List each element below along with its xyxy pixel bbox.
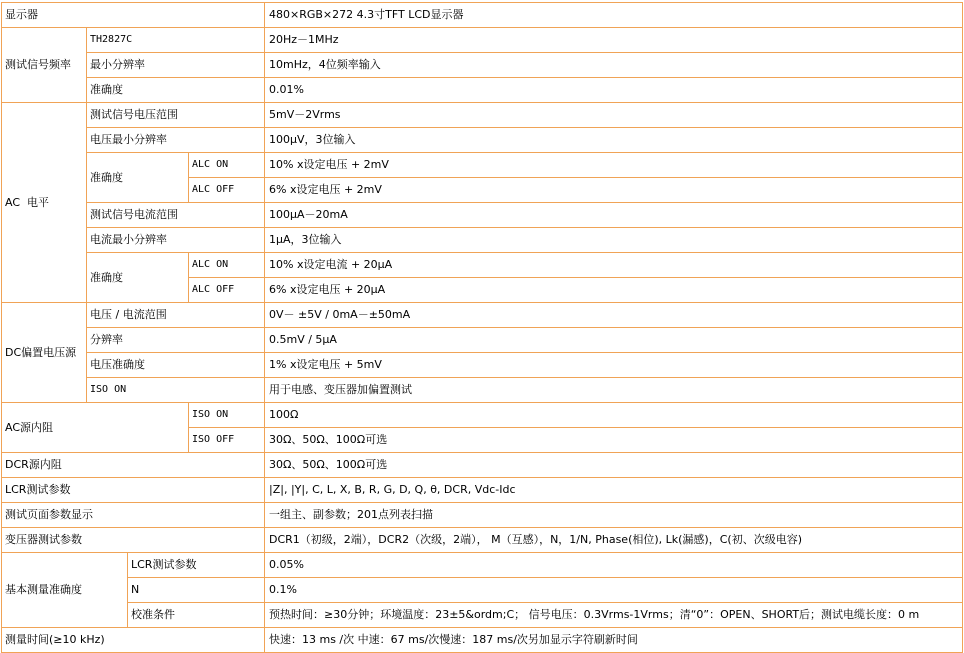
- table-row: [2, 328, 963, 353]
- ac-source-iso-off-label: ISO OFF: [189, 428, 265, 453]
- display-label: 显示器: [2, 3, 265, 28]
- dc-bias-iso-label: ISO ON: [87, 378, 265, 403]
- calibration-conditions-value: 预热时间：≥30分钟；环境温度：23±5&ordm;C； 信号电压：0.3Vrms-1Vrms；清“0”：OPEN、SHORT后；测试电缆长度：0 m: [265, 603, 963, 628]
- table-row: [2, 203, 963, 228]
- table-row: [2, 478, 963, 503]
- table-row: [2, 303, 963, 328]
- table-row: [2, 528, 963, 553]
- table-row: [2, 628, 963, 653]
- table-row: [2, 553, 963, 578]
- ac-vacc-alc-off-value: 6% x设定电压 + 2mV: [265, 178, 963, 203]
- lcr-params-value: |Z|, |Y|, C, L, X, B, R, G, D, Q, θ, DCR, Vdc-Idc: [265, 478, 963, 503]
- ac-vrange-label: 测试信号电压范围: [87, 103, 265, 128]
- ac-vacc-label: 准确度: [87, 153, 189, 203]
- ac-source-iso-on-label: ISO ON: [189, 403, 265, 428]
- test-freq-res-value: 10mHz，4位频率输入: [265, 53, 963, 78]
- spec-table: [1, 2, 963, 653]
- dc-bias-acc-label: 电压准确度: [87, 353, 265, 378]
- ac-source-iso-off-value: 30Ω、50Ω、100Ω可选: [265, 428, 963, 453]
- table-row: [2, 253, 963, 278]
- dc-bias-res-value: 0.5mV / 5μA: [265, 328, 963, 353]
- calibration-conditions-label: 校准条件: [128, 603, 265, 628]
- ac-iacc-alc-off-value: 6% x设定电压 + 20μA: [265, 278, 963, 303]
- table-row: [2, 378, 963, 403]
- table-row: [2, 3, 963, 28]
- dc-bias-res-label: 分辨率: [87, 328, 265, 353]
- ac-irange-value: 100μA－20mA: [265, 203, 963, 228]
- ac-vrange-value: 5mV－2Vrms: [265, 103, 963, 128]
- test-freq-model: TH2827C: [87, 28, 265, 53]
- ac-vacc-alc-on-value: 10% x设定电压 + 2mV: [265, 153, 963, 178]
- table-row: [2, 603, 963, 628]
- test-freq-acc-label: 准确度: [87, 78, 265, 103]
- table-row: [2, 78, 963, 103]
- table-row: [2, 453, 963, 478]
- test-freq-label: 测试信号频率: [2, 28, 87, 103]
- measurement-time-label: 测量时间(≥10 kHz): [2, 628, 265, 653]
- basic-accuracy-lcr-value: 0.05%: [265, 553, 963, 578]
- ac-source-impedance-label: AC源内阻: [2, 403, 189, 453]
- dc-bias-range-value: 0V－ ±5V / 0mA－±50mA: [265, 303, 963, 328]
- ac-iacc-alc-on-label: ALC ON: [189, 253, 265, 278]
- basic-accuracy-n-label: N: [128, 578, 265, 603]
- dcr-source-impedance-value: 30Ω、50Ω、100Ω可选: [265, 453, 963, 478]
- ac-vacc-alc-off-label: ALC OFF: [189, 178, 265, 203]
- table-row: [2, 403, 963, 428]
- page-params-label: 测试页面参数显示: [2, 503, 265, 528]
- transformer-params-value: DCR1（初级，2端），DCR2（次级，2端）， M（互感），N，1/N, Phase(相位), Lk(漏感)，C(初、次级电容): [265, 528, 963, 553]
- test-freq-res-label: 最小分辨率: [87, 53, 265, 78]
- ac-iacc-label: 准确度: [87, 253, 189, 303]
- basic-accuracy-lcr-label: LCR测试参数: [128, 553, 265, 578]
- ac-iacc-alc-off-label: ALC OFF: [189, 278, 265, 303]
- dc-bias-range-label: 电压 / 电流范围: [87, 303, 265, 328]
- dcr-source-impedance-label: DCR源内阻: [2, 453, 265, 478]
- ac-ires-label: 电流最小分辨率: [87, 228, 265, 253]
- dc-bias-acc-value: 1% x设定电压 + 5mV: [265, 353, 963, 378]
- test-freq-range: 20Hz－1MHz: [265, 28, 963, 53]
- ac-vres-label: 电压最小分辨率: [87, 128, 265, 153]
- table-row: [2, 28, 963, 53]
- ac-ires-value: 1μA，3位输入: [265, 228, 963, 253]
- test-freq-acc-value: 0.01%: [265, 78, 963, 103]
- ac-vres-value: 100μV，3位输入: [265, 128, 963, 153]
- basic-accuracy-label: 基本测量准确度: [2, 553, 128, 628]
- lcr-params-label: LCR测试参数: [2, 478, 265, 503]
- dc-bias-label: DC偏置电压源: [2, 303, 87, 403]
- table-row: [2, 578, 963, 603]
- table-row: [2, 228, 963, 253]
- table-row: [2, 153, 963, 178]
- measurement-time-value: 快速：13 ms /次 中速：67 ms/次慢速：187 ms/次另加显示字符刷新时间: [265, 628, 963, 653]
- ac-vacc-alc-on-label: ALC ON: [189, 153, 265, 178]
- ac-irange-label: 测试信号电流范围: [87, 203, 265, 228]
- basic-accuracy-n-value: 0.1%: [265, 578, 963, 603]
- table-row: [2, 128, 963, 153]
- table-row: [2, 353, 963, 378]
- display-value: 480×RGB×272 4.3寸TFT LCD显示器: [265, 3, 963, 28]
- ac-iacc-alc-on-value: 10% x设定电流 + 20μA: [265, 253, 963, 278]
- table-row: [2, 53, 963, 78]
- dc-bias-iso-value: 用于电感、变压器加偏置测试: [265, 378, 963, 403]
- ac-level-label: AC 电平: [2, 103, 87, 303]
- transformer-params-label: 变压器测试参数: [2, 528, 265, 553]
- table-row: [2, 103, 963, 128]
- page-params-value: 一组主、副参数；201点列表扫描: [265, 503, 963, 528]
- ac-source-iso-on-value: 100Ω: [265, 403, 963, 428]
- table-row: [2, 503, 963, 528]
